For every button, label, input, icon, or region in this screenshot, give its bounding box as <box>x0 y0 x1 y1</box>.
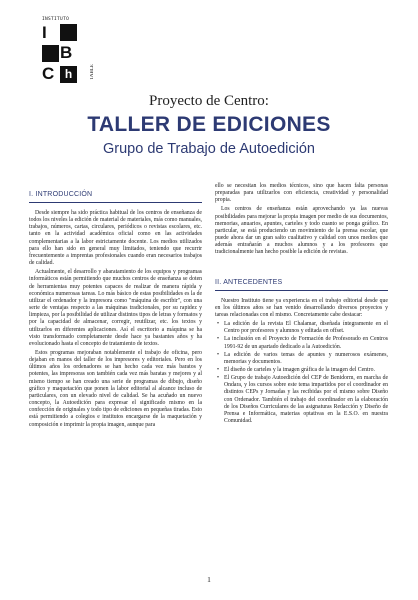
bullet-icon: • <box>217 351 220 358</box>
intro-paragraph: Actualmente, el desarrollo y abaratamiento de los equipos y programas informáticos están permitiendo que muchos centros de enseñanza se doten de herramientas muy potentes capaces de realizar de manera rápida y económica numerosas tareas. Lo más básico de estas posibilidades es la de utilizar el ordenador y la impresora como "máquina de escribir", con una serie de ventajas respecto a las máquinas tradicionales, por su rapidez y limpieza, por la posibilidad de utilizar distintos tipos de letras y formatos y por la capacidad de almacenar, corregir, reutilizar, etc. los textos y utilizarlos en diferentes aplicaciones. Así el escritorio a máquina se ha visto transformado completamente desde hace ya bastantes años y ha evolucionado hasta el concepto de tratamiento de textos. <box>29 269 202 347</box>
intro-paragraph: Desde siempre ha sido práctica habitual de los centros de enseñanza de todos los niveles la edición de material de materiales, más como manuales, trabajos, números, cartas, circulares, periódicos o revistas escolares, etc. tanto en la actividad académica oficial como en las actividades complementarias a la labor estrictamente docente. Los medios utilizados para ello han sido en general muy limitados, teniendo que recurrir frecuentemente a imprentas profesionales cuando eran necesarios trabajos de calidad. <box>29 210 202 267</box>
logo-letter-i: I <box>42 23 47 42</box>
section-header-antecedentes <box>215 271 388 291</box>
list-item <box>215 352 388 366</box>
list-item-text: La edición de varios temas de apuntes y numerosos exámenes, memorias y documentos. <box>224 351 388 365</box>
right-column <box>215 183 388 426</box>
list-item-text: El diseño de carteles y la imagen gráfica de la imagen del Centro. <box>224 366 375 373</box>
logo-tile-blank <box>42 45 59 62</box>
logo-tile-blank <box>60 24 77 41</box>
section-title: II. ANTECEDENTES <box>215 278 283 286</box>
list-item <box>215 321 388 335</box>
antecedentes-intro: Nuestro Instituto tiene ya experiencia en el trabajo editorial desde que en los últimos años se han venido desarrollando diversos proyectos y tareas relacionadas con el mismo. Concretamente cabe destacar: <box>215 297 388 318</box>
intro-continuation-paragraph: Los centros de enseñanza están aprovechando ya las nuevas posibilidades para mejorar la propia imagen por medio de sus documentos, memorias, anuarios, apuntes, carteles y todo cuanto se ponga gráfico. En particular, se está produciendo un movimiento de la prensa escolar, que puede ahora dar un gran salto cualitativo y calidad con unos medios que además entrañarán a muchos alumnos y a los profesores que tradicionalmente han hecho posible la edición de revistas. <box>215 206 388 256</box>
list-item <box>215 375 388 425</box>
section-title: I. INTRODUCCIÓN <box>29 191 93 198</box>
page-number: 1 <box>207 575 211 584</box>
list-item <box>215 367 388 374</box>
logo-side-text: TABLE <box>90 64 95 80</box>
logo-tag-text: INSTITUTO <box>42 17 70 22</box>
logo-letter-b: B <box>60 43 73 62</box>
intro-continuation-paragraph: ello se necesitan los medios técnicos, sino que hacen falta personas preparadas para utilizarlos con eficiencia, creatividad y personalidad propia. <box>215 183 388 204</box>
left-column <box>29 183 202 431</box>
list-item-text: La edición de la revista El Chalamar, diseñada íntegramente en el Centro por profesores y alumnos y editada en offset. <box>224 321 388 335</box>
intro-paragraph: Estos programas mejoraban notablemente el trabajo de oficina, pero dejaban en manos del taller de los impresores y editoriales. Pero en los últimos años los ordenadores se han hecho cada vez más baratos y potentes, las impresoras son también cada vez más baratas y mejores y al mismo tiempo se han creado una serie de programas de dibujo, diseño gráfico y maquetación que ponen la labor editorial al alcance incluso de particulares, con un elevado nivel de calidad. Se ha acuñado un nuevo concepto, la Autoedición para expresar el significado mismo en la confección de originales y todo tipo de ediciones en pequeñas tiradas. Esto está permitiendo a colegios e institutos encargarse de la maquetación y composición e imprimir la propia imagen, aunque para <box>29 349 202 428</box>
project-kicker: Proyecto de Centro: <box>149 93 269 109</box>
bullet-icon: • <box>217 336 220 343</box>
list-item-text: El Grupo de trabajo Autoedición del CEP de Benidorm, en marcha de Ondara, y los cursos sobre este tema impartidos por el coordinador en distintos CEPs y Jornadas y las recibidas por el mismo sobre Diseño con Ordenador. También el trabajo del coordinador en la elaboración de los Diseños Curriculares de las asignaturas Redacción y Diseño de Prensa e Informática, materias optativas en la E.S.O. en nuestra Comunidad. <box>224 375 388 425</box>
list-item <box>215 336 388 350</box>
section-header-introduccion <box>29 183 202 203</box>
antecedentes-list <box>215 321 388 425</box>
logo-letter-c: C <box>42 64 55 83</box>
bullet-icon: • <box>217 366 220 373</box>
bullet-icon: • <box>217 321 220 328</box>
list-item-text: La inclusión en el Proyecto de Formación de Profesorado en Centros 1991-92 de un apartado dedicado a la Autoedición. <box>224 336 388 350</box>
logo-tile-h: h <box>60 66 77 83</box>
section-spacer <box>215 259 388 271</box>
institute-logo <box>38 16 94 92</box>
page-subtitle: Grupo de Trabajo de Autoedición <box>102 141 315 157</box>
bullet-icon: • <box>217 375 220 382</box>
page-title: TALLER DE EDICIONES <box>87 113 331 136</box>
